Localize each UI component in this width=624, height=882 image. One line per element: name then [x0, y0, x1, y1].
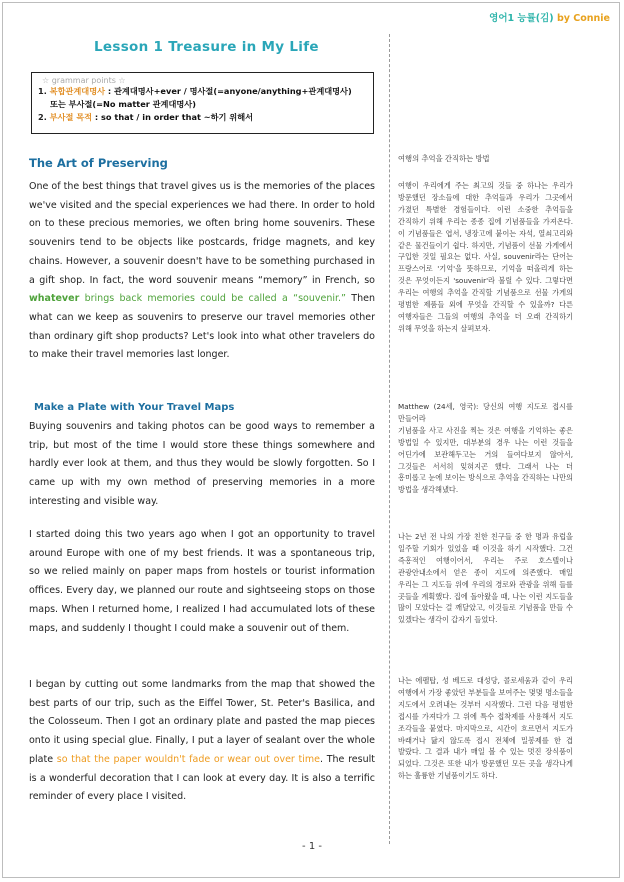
grammar-points-label: ☆ grammar points ☆: [42, 76, 126, 85]
grammar-point-2-number: 2.: [38, 112, 47, 122]
korean-paragraph-1: 여행이 우리에게 주는 최고의 것들 중 하나는 우리가 방문했던 장소들에 대한 추억들과 우리가 그곳에서 가졌던 특별한 경험들이다. 이런 소중한 추억들을 간직하기 위해 우리는 종종 집에 기념품들을 가져온다. 이 기념품들은 엽서, 냉장고에 붙이는 자석, 열쇠고리와 같은 물건들이기 쉽다. 하지만, 기념품이 선물 가게에서 구입한 것일 필요는 없다. 사실, souvenir라는 단어는 프랑스어로 '기억'을 뜻하므로, 기억을 떠올리게 하는 것은 무엇이든지 'souvenir'라 불릴 수 있다. 그렇다면 우리는 여행의 추억을 간직할 기념품으로 선물 가게의 평범한 제품들 외에 무엇을 간직할 수 있을까? 다른 여행자들은 그들의 여행의 추억을 더 오래 간직하기 위해 무엇을 하는지 살펴보자.: [398, 181, 573, 333]
highlight-whatever: whatever: [29, 293, 80, 305]
korean-title: 여행의 추억을 간직하는 방법: [398, 154, 490, 163]
grammar-point-1-highlight: 복합관계대명사: [49, 86, 106, 96]
header-level: 영어1 능률(김): [489, 13, 554, 24]
grammar-point-2-highlight: 부사절 목적: [49, 112, 93, 122]
grammar-point-1: [38, 85, 367, 98]
paragraph-intro-text-a: One of the best things that travel gives us is the memories of the places we've visited and the special experiences we had there. In order to hold on to these precious memories, we often bring home souvenirs. These souvenirs tend to be objects like postcards, fridge magnets, and key chains. However, a souvenir doesn't have to be something purchased in a gift shop. In fact, the word souvenir means “memory” in French, so: [29, 181, 375, 286]
header-tag: [489, 10, 610, 24]
paragraph-plate-method: [29, 676, 375, 807]
korean-paragraph-3: 나는 2년 전 나의 가장 친한 친구들 중 한 명과 유럽을 일주할 기회가 있었을 때 이것을 하기 시작했다. 그건 즉흥적인 여행이어서, 우리는 주로 호스텔이나 관광안내소에서 얻은 종이 지도에 의존했다. 매일 우리는 그 지도들 위에 우리의 경로와 관광을 위해 들를 곳들을 계획했다. 집에 돌아왔을 때, 나는 이런 지도들을 많이 모았다는 걸 깨달았고, 이것들로 기념품을 만들 수 있겠다는 생각이 갑자기 들었다.: [398, 532, 573, 625]
page-number: - 1 -: [302, 841, 322, 852]
highlight-so-that: so that the paper wouldn't fade or wear out over time: [56, 753, 321, 765]
column-divider: [389, 34, 390, 844]
korean-paragraph-2: Matthew (24세, 영국): 당신의 여행 지도로 접시를 만들어라 기념품을 사고 사진을 찍는 것은 여행을 기억하는 좋은 방법일 수 있지만, 대부분의 경우 나는 이런 것들을 어딘가에 보관해두고는 거의 들여다보지 않아서, 그것들은 서서히 잊혀지곤 했다. 그래서 나는 더 흥미롭고 눈에 보이는 방식으로 추억을 간직하는 나만의 방법을 생각해냈다.: [398, 402, 573, 495]
grammar-point-1-text: : 관계대명사+ever / 명사절(=anyone/anything+관계대명사): [105, 86, 352, 96]
korean-paragraph-4: 나는 에펠탑, 성 베드로 대성당, 콜로세움과 같이 우리 여행에서 가장 좋았던 부분들을 보여주는 몇몇 명소들을 지도에서 오려내는 것부터 시작했다. 그런 다음 평범한 접시를 가져다가 그 위에 특수 접착제를 사용해서 지도 조각들을 붙였다. 마지막으로, 시간이 흐르면서 지도가 바래거나 닳지 않도록 접시 전체에 밀봉제를 한 겹 발랐다. 그 결과 내가 매일 볼 수 있는 멋진 장식품이 되었다. 그것은 또한 내가 방문했던 모든 곳을 생각나게 하는 훌륭한 기념품이기도 하다.: [398, 676, 573, 781]
highlight-brings-back-memories: brings back memories could be called a “souvenir.”: [79, 293, 346, 305]
grammar-point-1-line2: 또는 부사절(=No matter 관계대명사): [50, 99, 196, 109]
paragraph-plate-text-a: I began by cutting out some landmarks from the map that showed the best parts of our trip, such as the Eiffel Tower, St. Peter's Basilica, and the Colosseum. Then I got an ordinary plate and pasted the map pieces onto it using special glue. Finally, I put a layer of sealant over the whole plate: [29, 679, 375, 765]
paragraph-plate-text-b: . The result is a wonderful decoration that I can look at every day. It is also a terrific reminder of every place I visited.: [29, 753, 375, 803]
grammar-point-2-text: : so that / in order that ~하기 위해서: [92, 112, 254, 122]
grammar-point-1-number: 1.: [38, 86, 47, 96]
paragraph-intro: [29, 178, 375, 365]
grammar-points-box: [31, 72, 374, 134]
lesson-title: Lesson 1 Treasure in My Life: [94, 39, 319, 55]
section-title-art-of-preserving: The Art of Preserving: [29, 156, 168, 170]
paragraph-europe-trip: I started doing this two years ago when I got an opportunity to travel around Europe with one of my best friends. It was a spontaneous trip, so we relied mainly on paper maps from hostels or tourist information offices. Every day, we planned our route and sightseeing stops on those maps. When I returned home, I realized I had accumulated lots of these maps, and suddenly I thought I could make a souvenir out of them.: [29, 529, 375, 634]
header-author: by Connie: [556, 13, 610, 24]
paragraph-intro-text-b: Then what can we keep as souvenirs to preserve our travel memories other than ordinary gift shop products? Let's look into what other travelers do to make their travel memories last longer.: [29, 293, 375, 361]
section-title-make-a-plate: Make a Plate with Your Travel Maps: [34, 402, 235, 413]
paragraph-souvenirs: Buying souvenirs and taking photos can be good ways to remember a trip, but most of the time I would store these things somewhere and hardly ever look at them, and thus they would be slowly forgotten. So I came up with my own method of preserving memories in a more interesting and visible way.: [29, 421, 375, 507]
grammar-point-2: [38, 111, 367, 124]
